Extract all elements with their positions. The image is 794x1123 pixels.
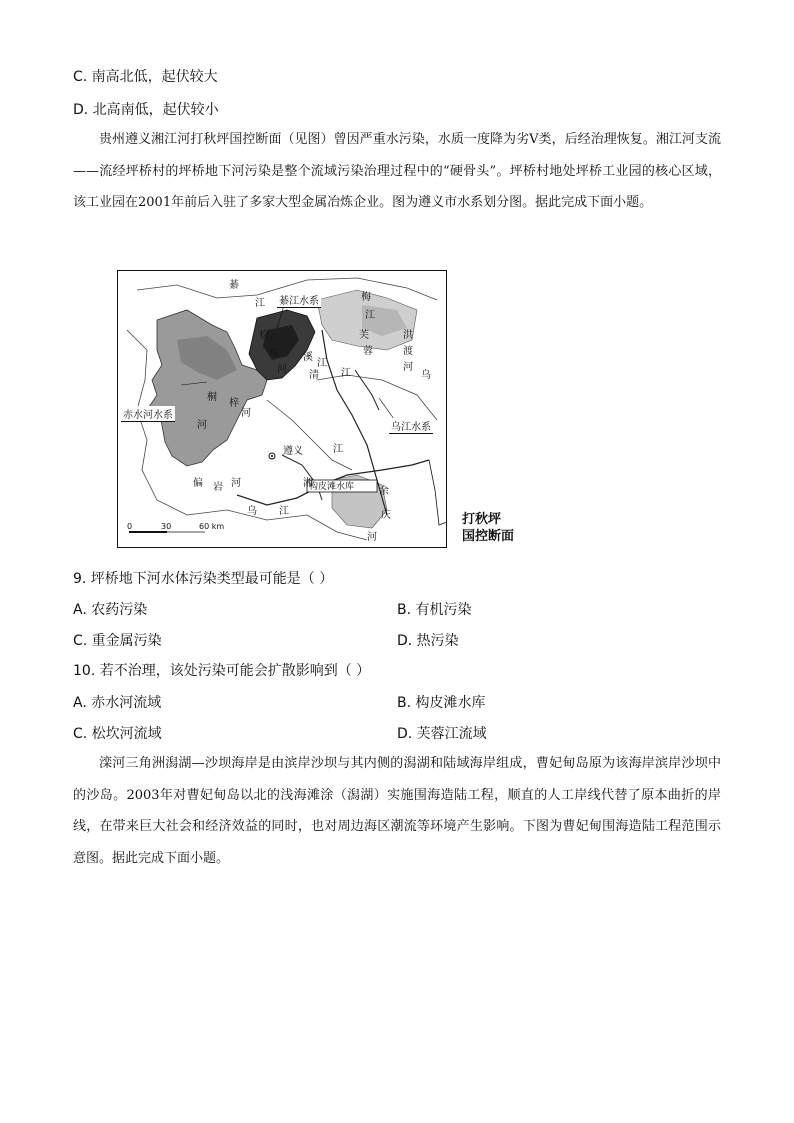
question-10-option-b[interactable]: B. 构皮滩水库	[397, 695, 486, 711]
question-9-option-a[interactable]: A. 农药污染	[73, 602, 148, 618]
question-9-option-c[interactable]: C. 重金属污染	[73, 633, 162, 649]
daqiuping-callout-line1: 打秋坪	[462, 512, 502, 527]
map-label: 溪	[303, 352, 313, 363]
passage-2	[73, 748, 721, 874]
map-label: 桐	[207, 392, 217, 403]
option-c-prev: C. 南高北低，起伏较大	[73, 69, 218, 85]
map-label: 梓	[229, 398, 239, 409]
daqiuping-callout-line2: 国控断面	[462, 529, 515, 544]
map-label: 偏	[193, 478, 203, 489]
option-d-prev: D. 北高南低，起伏较小	[73, 102, 219, 118]
map-label: 江	[279, 506, 289, 517]
map-label: 蓉	[363, 346, 373, 357]
map-label: 乌	[247, 506, 257, 517]
map-label: 綦	[229, 280, 239, 291]
daqiuping-callout	[462, 511, 514, 545]
map-title-wujiang: 乌江水系	[389, 418, 433, 434]
map-label: 岩	[213, 482, 223, 493]
map-label: 河	[241, 408, 251, 419]
map-label: 庆	[381, 510, 391, 521]
map-label: 渡	[403, 346, 413, 357]
map-title-chishui: 赤水河水系	[121, 406, 175, 422]
question-9-option-b[interactable]: B. 有机污染	[397, 602, 472, 618]
map-label: 江	[341, 368, 351, 379]
scale-label: 0	[127, 522, 133, 531]
zunyi-water-system-map	[117, 270, 447, 548]
map-label: 清	[309, 370, 319, 381]
map-label: 河	[197, 420, 207, 431]
map-label: 梅	[361, 292, 371, 303]
map-label: 松	[259, 330, 269, 341]
scale-label: 30	[161, 522, 172, 531]
map-label: 洪	[403, 330, 413, 341]
map-label: 江	[255, 298, 265, 309]
map-label: 河	[367, 532, 377, 543]
question-10-option-a[interactable]: A. 赤水河流域	[73, 695, 162, 711]
question-10-stem: 10. 若不治理，该处污染可能会扩散影响到（ ）	[73, 663, 371, 679]
passage-1	[73, 124, 721, 219]
map-label: 河	[231, 478, 241, 489]
map-title-qijiang: 綦江水系	[277, 292, 321, 308]
map-label: 余	[379, 486, 389, 497]
map-label: 湘	[303, 478, 313, 489]
question-10-option-d[interactable]: D. 芙蓉江流域	[397, 726, 487, 742]
scale-label: 60 km	[199, 522, 225, 531]
question-9-stem: 9. 坪桥地下河水体污染类型最可能是（ ）	[73, 571, 334, 587]
map-label: 乌	[421, 370, 431, 381]
passage-1-text: 贵州遵义湘江河打秋坪国控断面（见图）曾因严重水污染，水质一度降为劣Ⅴ类，后经治理恢复。湘江河支流——流经坪桥村的坪桥地下河污染是整个流域污染治理过程中的“硬骨头”。坪桥村地处坪桥工业园的核心区域，该工业园在2001年前后入驻了多家大型金属冶炼企业。图为遵义市水系划分图。据此完成下面小题。	[73, 132, 721, 210]
map-label: 河	[277, 364, 287, 375]
map-label: 江	[317, 358, 327, 369]
question-9-option-d[interactable]: D. 热污染	[397, 633, 459, 649]
map-label: 河	[403, 362, 413, 373]
map-label: 芙	[359, 330, 369, 341]
map-label: 坎	[269, 348, 279, 359]
passage-2-text: 滦河三角洲潟湖—沙坝海岸是由滨岸沙坝与其内侧的潟湖和陆域海岸组成，曹妃甸岛原为该海岸滨岸沙坝中的沙岛。2003年对曹妃甸岛以北的浅海滩涂（潟湖）实施围海造陆工程，顺直的人工岸线代替了原本曲折的岸线，在带来巨大社会和经济效益的同时，也对周边海区潮流等环境产生影响。下图为曹妃甸围海造陆工程范围示意图。据此完成下面小题。	[73, 756, 721, 866]
goupitan-reservoir-label: 构皮滩水库	[309, 482, 355, 492]
map-label: 遵义	[283, 446, 303, 457]
question-10-option-c[interactable]: C. 松坎河流域	[73, 726, 162, 742]
map-label: 江	[333, 444, 343, 455]
map-label: 江	[365, 310, 375, 321]
